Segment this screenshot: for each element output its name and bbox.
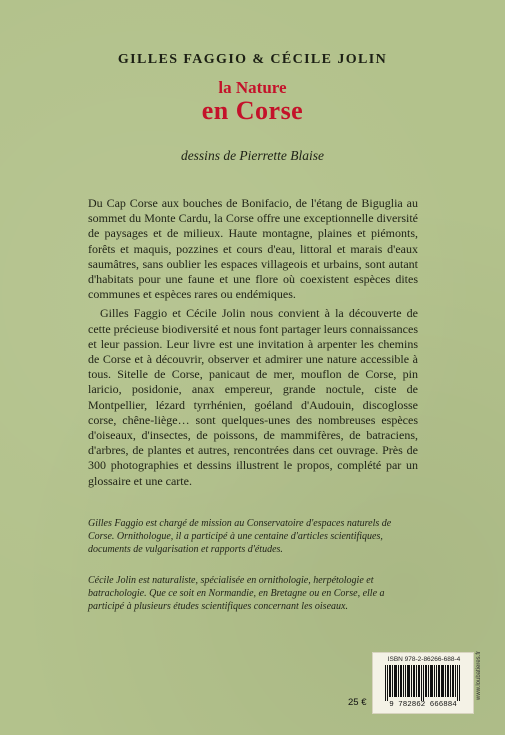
title-line-1: la Nature — [218, 78, 287, 97]
publisher-url: www.loubatieres.fr — [476, 650, 482, 700]
isbn-text: ISBN 978-2-86266-688-4 — [387, 656, 461, 663]
illustrations-credit: dessins de Pierrette Blaise — [180, 148, 325, 163]
blurb-paragraph-1: Du Cap Corse aux bouches de Bonifacio, de l'étang de Biguglia au sommet du Monte Cardu, la Corse offre une exceptionnelle diversité de paysages et de milieux. Haute montagne, plaines et piémonts, forêts et maquis, pozzines et cours d'eau, littoral et marais d'eaux saumâtres, sans oublier les espaces villageois et urbains, sont autant d'habitats pour une faune et une flore où coexistent espèces dites communes et espèces rares ou endémiques. — [88, 196, 418, 302]
title-line-2: en Corse — [201, 96, 304, 125]
blurb-paragraph-2: Gilles Faggio et Cécile Jolin nous convient à la découverte de cette précieuse biodiversité et nous font partager leurs connaissances et leur passion. Leur livre est une invitation à arpenter les chemins de Corse et à découvrir, observer et admirer une nature accessible à tous. Sitelle de Corse, panicaut de mer, mouflon de Corse, pin laricio, posidonie, anax empereur, grande noctule, ciste de Montpellier, lézard tyrrhénien, goéland d'Audouin, discoglosse corse, chêne-liège… sont quelques-unes des nombreuses espèces d'oiseaux, d'insectes, de poissons, de mammifères, de batraciens, d'arbres, de plantes et autres, rencontrées dans cet ouvrage. Près de 300 photographies et dessins illustrent le propos, complété par un glossaire et une carte. — [88, 306, 418, 488]
barcode-bars — [385, 665, 461, 701]
barcode-digits: 9 782862 666884 — [389, 701, 457, 709]
price-label: 25 € — [348, 697, 367, 708]
bio-jolin: Cécile Jolin est naturaliste, spécialisée en ornithologie, herpétologie et batrachologie. Que ce soit en Normandie, en Bretagne ou en Corse, elle a participé à plusieurs études scientifiques concernant les oiseaux. — [88, 575, 385, 612]
blurb — [88, 196, 418, 493]
authors-line: GILLES FAGGIO & CÉCILE JOLIN — [117, 52, 388, 67]
barcode-box — [372, 652, 474, 714]
bio-faggio: Gilles Faggio est chargé de mission au Conservatoire d'espaces naturels de Corse. Ornithologue, il a participé à une centaine d'articles scientifiques, documents de vulgarisation et rapports d'études. — [88, 518, 392, 555]
